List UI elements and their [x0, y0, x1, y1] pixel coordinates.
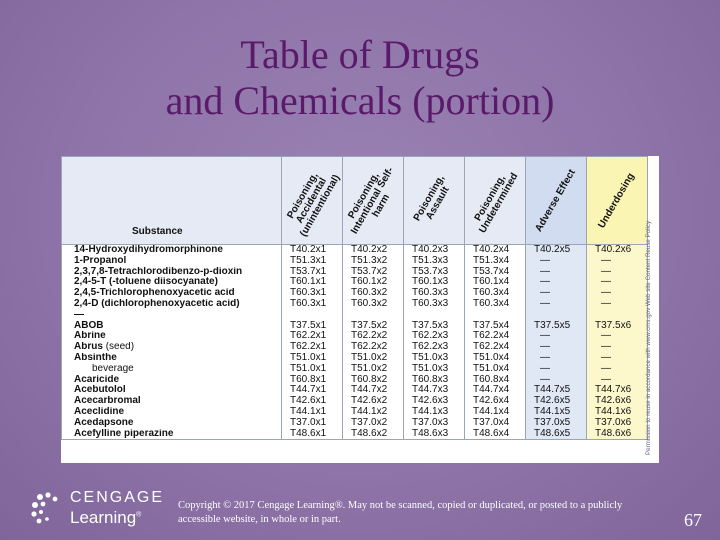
code-cell: T51.3x1 [282, 256, 343, 267]
substance-cell [62, 407, 282, 418]
title-line-2: and Chemicals (portion) [165, 78, 555, 123]
drug-table-image [61, 156, 659, 463]
code-cell [465, 310, 526, 321]
code-cell: T44.1x1 [282, 407, 343, 418]
code-cell: T53.7x4 [465, 267, 526, 278]
header-self-harm [343, 157, 404, 245]
code-cell: — [526, 267, 587, 278]
substance-name: 2,4-5-T (-toluene diisocyanate) [74, 277, 218, 288]
code-cell: T62.2x1 [282, 342, 343, 353]
substance-cell [62, 418, 282, 429]
code-cell: T37.5x4 [465, 321, 526, 332]
code-cell: T51.3x4 [465, 256, 526, 267]
code-cell: T60.3x3 [404, 288, 465, 299]
code-cell: — [587, 288, 648, 299]
code-cell: T44.1x5 [526, 407, 587, 418]
title-line-1: Table of Drugs [240, 32, 480, 77]
code-cell: — [587, 342, 648, 353]
code-cell: T40.2x6 [587, 245, 648, 256]
logo-word: Learning [70, 508, 137, 527]
code-cell: T44.1x6 [587, 407, 648, 418]
code-cell: T37.5x1 [282, 321, 343, 332]
code-cell: T42.6x2 [343, 396, 404, 407]
table-row [62, 321, 648, 332]
table-row [62, 396, 648, 407]
code-cell: T44.1x2 [343, 407, 404, 418]
code-cell: — [526, 299, 587, 310]
code-cell: T60.8x3 [404, 375, 465, 386]
header-substance: Substance [62, 157, 282, 245]
substance-name: Acaricide [74, 374, 120, 385]
code-cell: — [587, 256, 648, 267]
code-cell: — [587, 353, 648, 364]
code-cell: — [526, 331, 587, 342]
substance-name: Abrus [74, 342, 103, 353]
substance-cell [62, 310, 282, 321]
code-cell: T48.6x2 [343, 429, 404, 440]
code-cell: — [526, 353, 587, 364]
code-cell: T44.7x5 [526, 385, 587, 396]
code-cell: T62.2x4 [465, 342, 526, 353]
code-cell: T42.6x3 [404, 396, 465, 407]
code-cell: T44.7x6 [587, 385, 648, 396]
header-self-harm-label: Poisoning, Intentional Self-harm [346, 165, 397, 236]
code-cell: — [526, 364, 587, 375]
code-cell: T40.2x1 [282, 245, 343, 256]
code-cell: T48.6x4 [465, 429, 526, 440]
cengage-logo [30, 489, 170, 529]
code-cell: T48.6x5 [526, 429, 587, 440]
table-row [62, 385, 648, 396]
substance-name: 2,4-D (dichlorophenoxyacetic acid) [74, 298, 240, 309]
header-underdosing-label: Underdosing [596, 170, 637, 230]
code-cell: T37.0x3 [404, 418, 465, 429]
code-cell: T48.6x6 [587, 429, 648, 440]
code-cell: T37.5x6 [587, 321, 648, 332]
code-cell: T53.7x1 [282, 267, 343, 278]
substance-cell [62, 353, 282, 364]
code-cell: T37.5x2 [343, 321, 404, 332]
substance-cell [62, 245, 282, 256]
code-cell: T51.3x2 [343, 256, 404, 267]
header-accidental-label: Poisoning, Accidental (unintentional) [285, 170, 343, 239]
table-body [62, 245, 648, 440]
code-cell: T37.0x5 [526, 418, 587, 429]
cengage-dots-icon [30, 491, 64, 525]
substance-cell [62, 256, 282, 267]
header-underdosing [587, 157, 648, 245]
slide-title [0, 32, 720, 124]
code-cell: T62.2x2 [343, 342, 404, 353]
substance-name: beverage [92, 363, 134, 374]
code-cell: T42.6x6 [587, 396, 648, 407]
code-cell: T37.5x5 [526, 321, 587, 332]
table-row [62, 288, 648, 299]
substance-name: Aceclidine [74, 406, 125, 417]
code-cell: — [526, 342, 587, 353]
logo-trademark: ® [136, 511, 142, 519]
substance-name: ABOB [74, 320, 104, 331]
code-cell: T60.3x3 [404, 299, 465, 310]
code-cell: — [587, 299, 648, 310]
table-header-row [62, 157, 648, 245]
substance-name: Acecarbromal [74, 396, 141, 407]
drug-table [61, 156, 648, 440]
header-undetermined-label: Poisoning, Undetermined [472, 170, 521, 235]
substance-name: Acedapsone [74, 417, 134, 428]
logo-line-2 [70, 508, 141, 528]
substance-name: 2,4,5-Trichlorophenoxyacetic acid [74, 288, 235, 299]
code-cell: T44.7x2 [343, 385, 404, 396]
code-cell: T51.0x3 [404, 364, 465, 375]
header-accidental [282, 157, 343, 245]
code-cell [526, 310, 587, 321]
copyright-notice: Copyright © 2017 Cengage Learning®. May not be scanned, copied or duplicated, or posted to a publicly accessible website, in whole or in part. [178, 500, 623, 525]
page-number: 67 [684, 510, 702, 530]
table-row [62, 256, 648, 267]
substance-name: Acefylline piperazine [74, 428, 174, 439]
code-cell: T44.7x3 [404, 385, 465, 396]
header-assault-label: Poisoning, Assault [411, 172, 452, 223]
code-cell: T42.6x1 [282, 396, 343, 407]
code-cell [587, 310, 648, 321]
table-row [62, 310, 648, 321]
table-row [62, 245, 648, 256]
code-cell: — [587, 277, 648, 288]
header-undetermined [465, 157, 526, 245]
code-cell: T37.0x6 [587, 418, 648, 429]
code-cell: T62.2x1 [282, 331, 343, 342]
code-cell: T48.6x1 [282, 429, 343, 440]
substance-cell [62, 396, 282, 407]
code-cell: T60.8x2 [343, 375, 404, 386]
substance-cell [62, 299, 282, 310]
code-cell: — [587, 364, 648, 375]
code-cell: T44.1x4 [465, 407, 526, 418]
substance-cell [62, 364, 282, 375]
substance-name: 2,3,7,8-Tetrachlorodibenzo-p-dioxin [74, 266, 243, 277]
code-cell [282, 310, 343, 321]
table-row [62, 364, 648, 375]
code-cell: — [587, 375, 648, 386]
substance-cell [62, 375, 282, 386]
code-cell: T40.2x3 [404, 245, 465, 256]
table-row [62, 267, 648, 278]
substance-note: (seed) [105, 342, 135, 353]
logo-line-1: CENGAGE [70, 489, 165, 506]
code-cell: — [526, 288, 587, 299]
code-cell: — [587, 331, 648, 342]
substance-cell [62, 342, 282, 353]
code-cell: T37.0x2 [343, 418, 404, 429]
code-cell: T51.0x4 [465, 353, 526, 364]
substance-name: Acebutolol [74, 385, 126, 396]
header-assault [404, 157, 465, 245]
header-adverse-effect-label: Adverse Effect [533, 167, 578, 234]
code-cell: T60.1x4 [465, 277, 526, 288]
substance-name: Absinthe [74, 352, 117, 363]
substance-name: 14-Hydroxydihydromorphinone [74, 244, 223, 255]
code-cell: T60.3x2 [343, 288, 404, 299]
table-row [62, 342, 648, 353]
code-cell: T40.2x4 [465, 245, 526, 256]
code-cell: T60.1x3 [404, 277, 465, 288]
substance-cell [62, 267, 282, 278]
code-cell: T42.6x4 [465, 396, 526, 407]
code-cell: — [587, 267, 648, 278]
code-cell [343, 310, 404, 321]
code-cell: T62.2x2 [343, 331, 404, 342]
code-cell: — [526, 256, 587, 267]
code-cell: T37.0x1 [282, 418, 343, 429]
table-row [62, 331, 648, 342]
code-cell: T51.0x1 [282, 364, 343, 375]
code-cell [404, 310, 465, 321]
table-row [62, 418, 648, 429]
substance-cell [62, 321, 282, 332]
code-cell: T40.2x2 [343, 245, 404, 256]
code-cell: — [526, 277, 587, 288]
code-cell: T44.7x4 [465, 385, 526, 396]
code-cell: T37.5x3 [404, 321, 465, 332]
substance-name: 1-Propanol [74, 255, 127, 266]
code-cell: T60.3x2 [343, 299, 404, 310]
substance-cell [62, 288, 282, 299]
table-row [62, 353, 648, 364]
code-cell: T60.3x1 [282, 288, 343, 299]
code-cell: T60.3x4 [465, 288, 526, 299]
code-cell: T60.3x1 [282, 299, 343, 310]
code-cell: T62.2x3 [404, 331, 465, 342]
code-cell: T60.8x4 [465, 375, 526, 386]
table-row [62, 429, 648, 440]
substance-name: Abrine [74, 331, 106, 342]
code-cell: T51.0x4 [465, 364, 526, 375]
header-adverse-effect [526, 157, 587, 245]
code-cell: T48.6x3 [404, 429, 465, 440]
code-cell: T60.1x1 [282, 277, 343, 288]
code-cell: T44.7x1 [282, 385, 343, 396]
code-cell: T60.3x4 [465, 299, 526, 310]
code-cell: T60.8x1 [282, 375, 343, 386]
code-cell: T51.0x3 [404, 353, 465, 364]
code-cell: T51.0x1 [282, 353, 343, 364]
code-cell: T62.2x3 [404, 342, 465, 353]
code-cell: T53.7x3 [404, 267, 465, 278]
code-cell: T60.1x2 [343, 277, 404, 288]
code-cell: T37.0x4 [465, 418, 526, 429]
code-cell: T51.3x3 [404, 256, 465, 267]
code-cell: T53.7x2 [343, 267, 404, 278]
code-cell: T62.2x4 [465, 331, 526, 342]
code-cell: — [526, 375, 587, 386]
table-row [62, 299, 648, 310]
code-cell: T51.0x2 [343, 353, 404, 364]
substance-cell [62, 429, 282, 440]
permission-note: Permission to reuse in accordance with www.cms.gov Web site Content Reuse Policy [645, 220, 652, 455]
code-cell: T51.0x2 [343, 364, 404, 375]
substance-name: — [74, 309, 84, 320]
table-row [62, 375, 648, 386]
code-cell: T44.1x3 [404, 407, 465, 418]
substance-cell [62, 385, 282, 396]
code-cell: T42.6x5 [526, 396, 587, 407]
substance-cell [62, 277, 282, 288]
substance-cell [62, 331, 282, 342]
code-cell: T40.2x5 [526, 245, 587, 256]
table-row [62, 407, 648, 418]
table-row [62, 277, 648, 288]
